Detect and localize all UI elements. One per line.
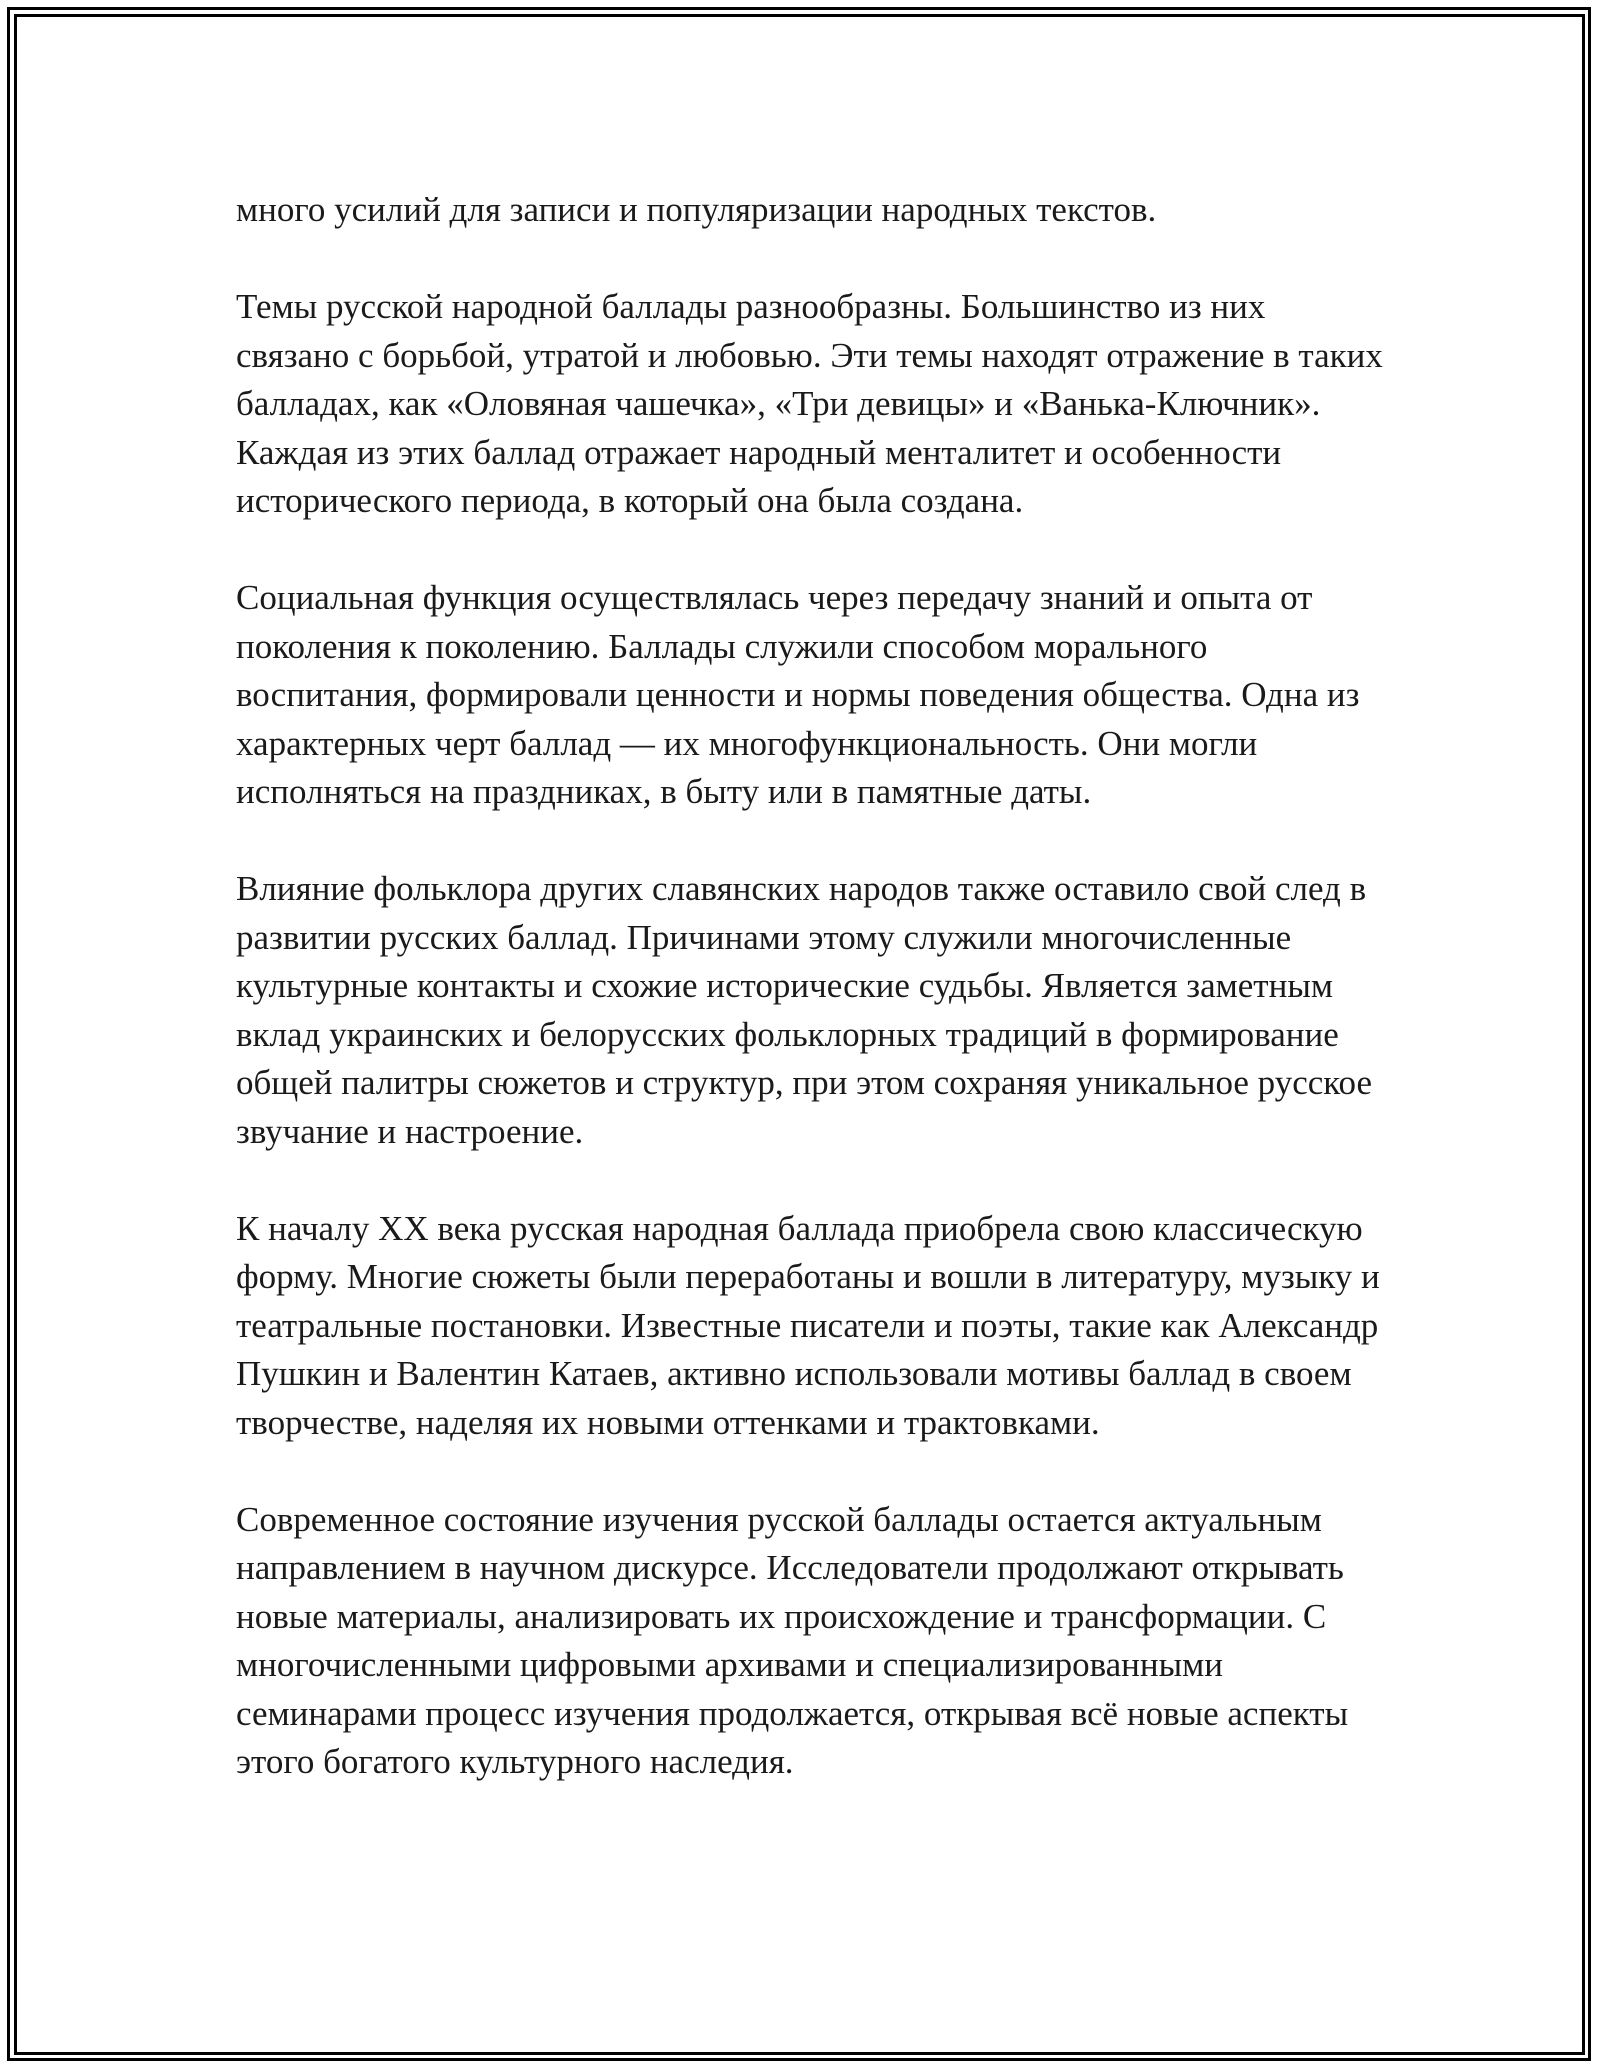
paragraph-slavic-influence: Влияние фольклора других славянских народов также оставило свой след в развитии русских баллад. Причинами этому служили многочисленные культурные контакты и схожие исторические судьбы. Является заметным вклад украинских и белорусских фольклорных традиций в формирование общей палитры сюжетов и структур, при этом сохраняя уникальное русское звучание и настроение. bbox=[236, 869, 1372, 1151]
paragraph-modern-research: Современное состояние изучения русской баллады остается актуальным направлением в научном дискурсе. Исследователи продолжают открывать новые материалы, анализировать их происхождение и трансформации. С многочисленными цифровыми архивами и специализированными семинарами процесс изучения продолжается, открывая всё новые аспекты этого богатого культурного наследия. bbox=[236, 1499, 1349, 1781]
paragraph-continuation: много усилий для записи и популяризации народных текстов. bbox=[236, 190, 1157, 229]
paragraph-themes: Темы русской народной баллады разнообразны. Большинство из них связано с борьбой, утратой и любовью. Эти темы находят отражение в таких балладах, как «Оловяная чашечка», «Три девицы» и «Ванька-Ключник». Каждая из этих баллад отражает народный менталитет и особенности исторического периода, в который она была создана. bbox=[236, 287, 1383, 520]
paragraph-social-function: Социальная функция осуществлялась через передачу знаний и опыта от поколения к поколению. Баллады служили способом морального воспитания, формировали ценности и нормы поведения общества. Одна из характерных черт баллад — их многофункциональность. Они могли исполняться на праздниках, в быту или в памятные даты. bbox=[236, 578, 1360, 811]
paragraph-twentieth-century: К началу XX века русская народная баллада приобрела свою классическую форму. Многие сюжеты были переработаны и вошли в литературу, музыку и театральные постановки. Известные писатели и поэты, такие как Александр Пушкин и Валентин Катаев, активно использовали мотивы баллад в своем творчестве, наделяя их новыми оттенками и трактовками. bbox=[236, 1208, 1380, 1442]
document-body bbox=[236, 186, 1386, 1787]
